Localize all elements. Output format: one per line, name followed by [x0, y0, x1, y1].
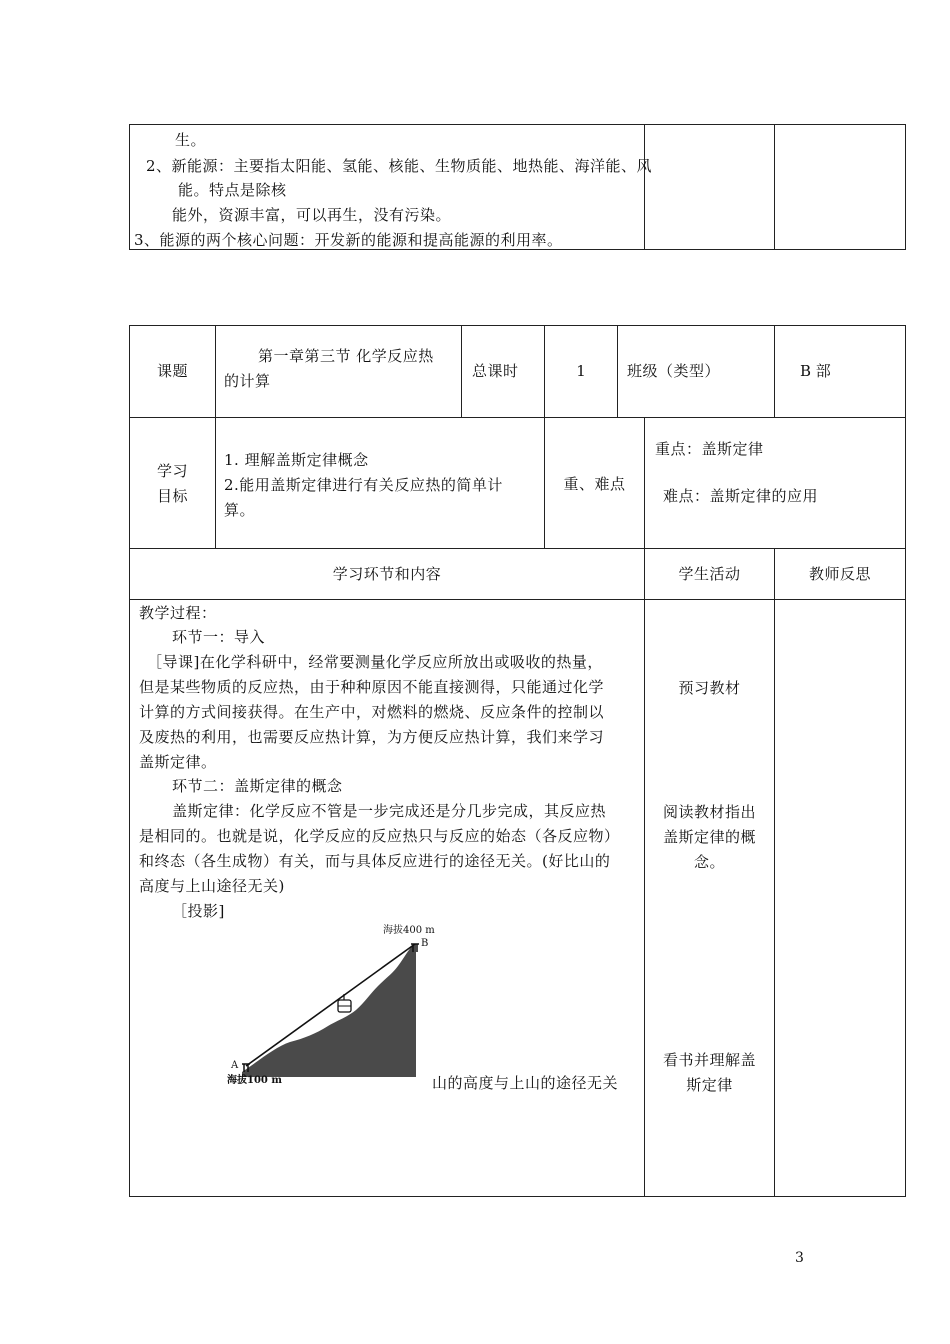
total-hours-label: 总课时 [472, 362, 519, 380]
topic-label: 课题 [156, 362, 188, 380]
key-difficult-label: 重、难点 [563, 475, 626, 493]
content-line: 环节一：导入 [172, 628, 266, 646]
student-activity: 盖斯定律的概 [662, 828, 756, 846]
mountain-illustration [220, 922, 430, 1092]
table1-line: 能外，资源丰富，可以再生，没有污染。 [172, 206, 452, 224]
student-activity: 斯定律 [686, 1076, 733, 1094]
topic-title-line2: 的计算 [224, 372, 271, 390]
goals-label-line2: 目标 [156, 487, 188, 505]
content-line: 盖斯定律。 [139, 753, 217, 771]
point-b-label: B [421, 938, 429, 949]
content-line: 计算的方式间接获得。在生产中，对燃料的燃烧、反应条件的控制以 [139, 703, 605, 721]
page-number: 3 [795, 1250, 804, 1266]
key-point: 重点：盖斯定律 [655, 440, 764, 458]
student-activity: 阅读教材指出 [662, 803, 756, 821]
altitude-top-label: 海拔400 m [383, 925, 435, 936]
class-label: 班级（类型） [627, 362, 721, 380]
content-line: 高度与上山途径无关) [139, 877, 285, 895]
altitude-bottom-label: 海拔100 m [227, 1075, 282, 1086]
table1-line: 2、新能源：主要指太阳能、氢能、核能、生物质能、地热能、海洋能、风 [146, 157, 653, 175]
content-line: ［导课]在化学科研中，经常要测量化学反应所放出或吸收的热量， [147, 653, 603, 671]
point-a-label: A [231, 1060, 239, 1071]
topic-title-line1: 第一章第三节 化学反应热 [258, 347, 434, 365]
student-activity: 看书并理解盖 [662, 1051, 756, 1069]
column-header-content: 学习环节和内容 [332, 565, 442, 583]
goal-item-2-line2: 算。 [224, 501, 256, 519]
content-line: ［投影] [172, 902, 225, 920]
goal-item-1: 1. 理解盖斯定律概念 [224, 451, 369, 469]
content-line: 教学过程： [139, 604, 217, 622]
content-line: 是相同的。也就是说，化学反应的反应热只与反应的始态（各反应物） [139, 827, 620, 845]
content-line: 盖斯定律：化学反应不管是一步完成还是分几步完成，其反应热 [172, 802, 607, 820]
goals-label-line1: 学习 [156, 462, 188, 480]
table1-line: 能。特点是除核 [178, 181, 287, 199]
column-header-teacher: 教师反思 [808, 565, 871, 583]
student-activity: 预习教材 [678, 679, 741, 697]
content-line: 环节二：盖斯定律的概念 [172, 777, 343, 795]
table1-line: 生。 [175, 131, 207, 149]
column-header-student: 学生活动 [678, 565, 741, 583]
figure-caption: 山的高度与上山的途径无关 [432, 1074, 619, 1092]
content-line: 及废热的利用，也需要反应热计算，为方便反应热计算，我们来学习 [139, 728, 605, 746]
content-line: 和终态（各生成物）有关，而与具体反应进行的途径无关。(好比山的 [139, 852, 611, 870]
class-value: B 部 [800, 362, 831, 380]
table1-line: 3、能源的两个核心问题：开发新的能源和提高能源的利用率。 [134, 231, 563, 249]
goal-item-2-line1: 2.能用盖斯定律进行有关反应热的简单计 [224, 476, 503, 494]
difficult-point: 难点：盖斯定律的应用 [663, 487, 819, 505]
mountain-cable-car-figure [220, 922, 435, 1092]
total-hours-value: 1 [576, 362, 586, 380]
content-line: 但是某些物质的反应热，由于种种原因不能直接测得，只能通过化学 [139, 678, 605, 696]
student-activity: 念。 [693, 853, 725, 871]
